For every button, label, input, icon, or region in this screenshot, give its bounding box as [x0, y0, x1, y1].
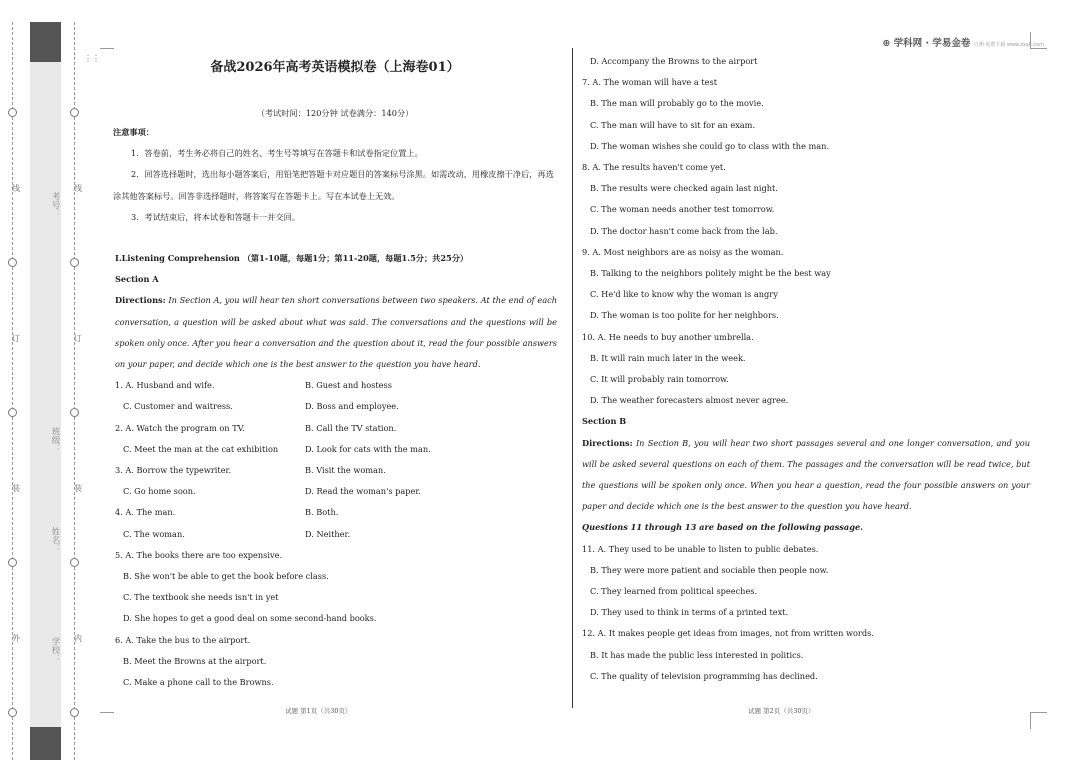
question-10-c: C. It will probably rain tomorrow. — [590, 374, 729, 385]
question-8-d: D. The doctor hasn't come back from the lab. — [590, 225, 778, 236]
inner-mark: 内 — [74, 634, 82, 643]
question-11-c: C. They learned from political speeches. — [590, 586, 758, 597]
page-footer-right: 试题 第2页（共30页） — [748, 707, 815, 715]
binding-hole — [70, 408, 79, 417]
option: D. Read the woman's paper. — [305, 486, 421, 497]
binding-margin — [30, 22, 61, 760]
section-a-title: Section A — [115, 274, 159, 285]
outer-mark: 线 — [12, 184, 20, 193]
option: 1. A. Husband and wife. — [115, 380, 215, 391]
question-1-row1 — [115, 375, 557, 396]
question-3-row2 — [115, 481, 557, 502]
question-9-d: D. The woman is too polite for her neighbors. — [590, 310, 779, 321]
question-8-c: C. The woman needs another test tomorrow. — [590, 204, 775, 215]
option: 3. A. Borrow the typewriter. — [115, 465, 232, 476]
outer-mark: 装 — [12, 484, 20, 493]
note-item: 1．答卷前，考生务必将自己的姓名、考生号等填写在答题卡和试卷指定位置上。 — [131, 148, 423, 159]
question-2-row1 — [115, 418, 557, 439]
question-7-d: D. The woman wishes she could go to class with the man. — [590, 140, 830, 151]
note-item: 3．考试结束后，将本试卷和答题卡一并交回。 — [131, 211, 300, 222]
question-11-a: 11. A. They used to be unable to listen to public debates. — [582, 543, 819, 554]
question-12-b: B. It has made the public less interested in politics. — [590, 649, 804, 660]
question-10-d: D. The weather forecasters almost never agree. — [590, 395, 789, 406]
column-divider — [572, 48, 573, 708]
notes-title: 注意事项： — [113, 127, 154, 137]
outer-cut-line — [12, 22, 13, 760]
directions-a — [115, 290, 557, 375]
inner-mark: 订 — [74, 334, 82, 343]
passage-note: Questions 11 through 13 are based on the following passage. — [582, 522, 863, 533]
exam-title: 备战2026年高考英语模拟卷（上海卷01） — [210, 60, 460, 75]
option: C. The woman. — [123, 528, 185, 539]
inner-mark: 装 — [74, 484, 82, 493]
option: B. Call the TV station. — [305, 422, 397, 433]
question-12-a: 12. A. It makes people get ideas from images, not from written words. — [582, 628, 874, 639]
exam-time-info: （考试时间：120分钟 试卷满分：140分） — [256, 108, 414, 118]
question-6-b: B. Meet the Browns at the airport. — [123, 655, 267, 666]
question-8-b: B. The results were checked again last night. — [590, 183, 778, 194]
class-label: 班级： — [50, 427, 60, 453]
option: 2. A. Watch the program on TV. — [115, 422, 245, 433]
option: C. Customer and waitress. — [123, 401, 233, 412]
option: D. Look for cats with the man. — [305, 443, 431, 454]
section-b-title: Section B — [582, 416, 627, 427]
option: 4. A. The man. — [115, 507, 176, 518]
question-5-c: C. The textbook she needs isn't in yet — [123, 592, 279, 603]
question-5-a: 5. A. The books there are too expensive. — [115, 549, 283, 560]
question-1-row2 — [115, 396, 557, 417]
directions-b — [582, 433, 1030, 518]
question-5-b: B. She won't be able to get the book before class. — [123, 571, 329, 582]
option: D. Boss and employee. — [305, 401, 399, 412]
binding-hole — [70, 558, 79, 567]
binding-hole — [8, 108, 17, 117]
question-4-row1 — [115, 502, 557, 523]
question-10-a: 10. A. He needs to buy another umbrella. — [582, 331, 754, 342]
directions-a-text: In Section A, you will hear ten short conversations between two speakers. At the end of each conversation, a question will be asked about what was said. The conversations and the questions will be spoken only once. After you hear a conversation and the question about it, read the four possible answers on your paper, and decide which one is the best answer to the question you have heard. — [115, 295, 557, 370]
question-9-b: B. Talking to the neighbors politely might be the best way — [590, 268, 831, 279]
question-12-c: C. The quality of television programming has declined. — [590, 670, 818, 681]
exam-notes — [113, 122, 558, 228]
binding-hole — [70, 258, 79, 267]
inner-mark: 线 — [74, 184, 82, 193]
question-3-row1 — [115, 460, 557, 481]
option: C. Go home soon. — [123, 486, 196, 497]
option: D. Neither. — [305, 528, 351, 539]
directions-label: Directions: — [115, 295, 166, 306]
question-7-a: 7. A. The woman will have a test — [582, 77, 717, 88]
logo-icon: ⊕ — [882, 38, 891, 49]
option: B. Guest and hostess — [305, 380, 392, 391]
name-label: 姓名： — [50, 527, 60, 553]
drag-handle-icon[interactable]: ⋮⋮ — [84, 54, 100, 63]
question-7-b: B. The man will probably go to the movie. — [590, 98, 764, 109]
page-footer-left: 试题 第1页（共30页） — [285, 707, 352, 715]
binding-dark-top — [30, 22, 61, 62]
option: B. Visit the woman. — [305, 465, 386, 476]
logo-subtext: 自测·免费下载 www.zxxk.com — [973, 42, 1044, 48]
inner-cut-line — [74, 22, 75, 760]
directions-b-text: In Section B, you will hear two short passages several and one longer conversation, and you will be asked several questions on each of them. The passages and the conversation will be read twice, but the questions will be spoken only once. When you hear a question, read the four possible answers on your paper and decide which one is the best answer to the question you have heard. — [582, 437, 1031, 512]
binding-hole — [70, 708, 79, 717]
section-heading: I.Listening Comprehension （第1-10题，每题1分；第11-20题，每题1.5分；共25分） — [115, 253, 469, 263]
binding-hole — [8, 408, 17, 417]
question-10-b: B. It will rain much later in the week. — [590, 352, 746, 363]
note-item: 2．回答选择题时，选出每小题答案后，用铅笔把答题卡对应题目的答案标号涂黑。如需改动，用橡皮擦干净后，再选涂其他答案标号。回答非选择题时，将答案写在答题卡上。写在本试卷上无效。 — [113, 169, 554, 201]
corner-mark — [100, 32, 114, 49]
exam-number-label: 考号： — [50, 192, 60, 218]
question-7-c: C. The man will have to sit for an exam. — [590, 119, 756, 130]
question-9-a: 9. A. Most neighbors are as noisy as the woman. — [582, 246, 784, 257]
question-2-row2 — [115, 439, 557, 460]
corner-mark — [100, 712, 114, 729]
corner-mark — [1030, 712, 1047, 729]
binding-hole — [8, 558, 17, 567]
binding-hole — [70, 108, 79, 117]
binding-hole — [8, 258, 17, 267]
binding-dark-bottom — [30, 727, 61, 760]
question-8-a: 8. A. The results haven't come yet. — [582, 162, 726, 173]
left-column — [115, 248, 557, 693]
question-9-c: C. He'd like to know why the woman is angry — [590, 289, 778, 300]
publisher-logo — [882, 35, 1044, 49]
question-6-c: C. Make a phone call to the Browns. — [123, 677, 274, 688]
right-column — [582, 51, 1030, 687]
binding-hole — [8, 708, 17, 717]
option: C. Meet the man at the cat exhibition — [123, 443, 279, 454]
option: B. Both. — [305, 507, 339, 518]
question-6-a: 6. A. Take the bus to the airport. — [115, 634, 251, 645]
question-5-d: D. She hopes to get a good deal on some second-hand books. — [123, 613, 377, 624]
question-11-b: B. They were more patient and sociable then people now. — [590, 564, 829, 575]
school-label: 学校： — [50, 637, 60, 663]
question-4-row2 — [115, 524, 557, 545]
outer-mark: 订 — [12, 334, 20, 343]
question-6-d: D. Accompany the Browns to the airport — [590, 56, 758, 66]
directions-label: Directions: — [582, 437, 633, 448]
outer-mark: 外 — [12, 634, 20, 643]
logo-text: 学科网 · 学易金卷 — [893, 38, 971, 49]
question-11-d: D. They used to think in terms of a printed text. — [590, 607, 789, 618]
